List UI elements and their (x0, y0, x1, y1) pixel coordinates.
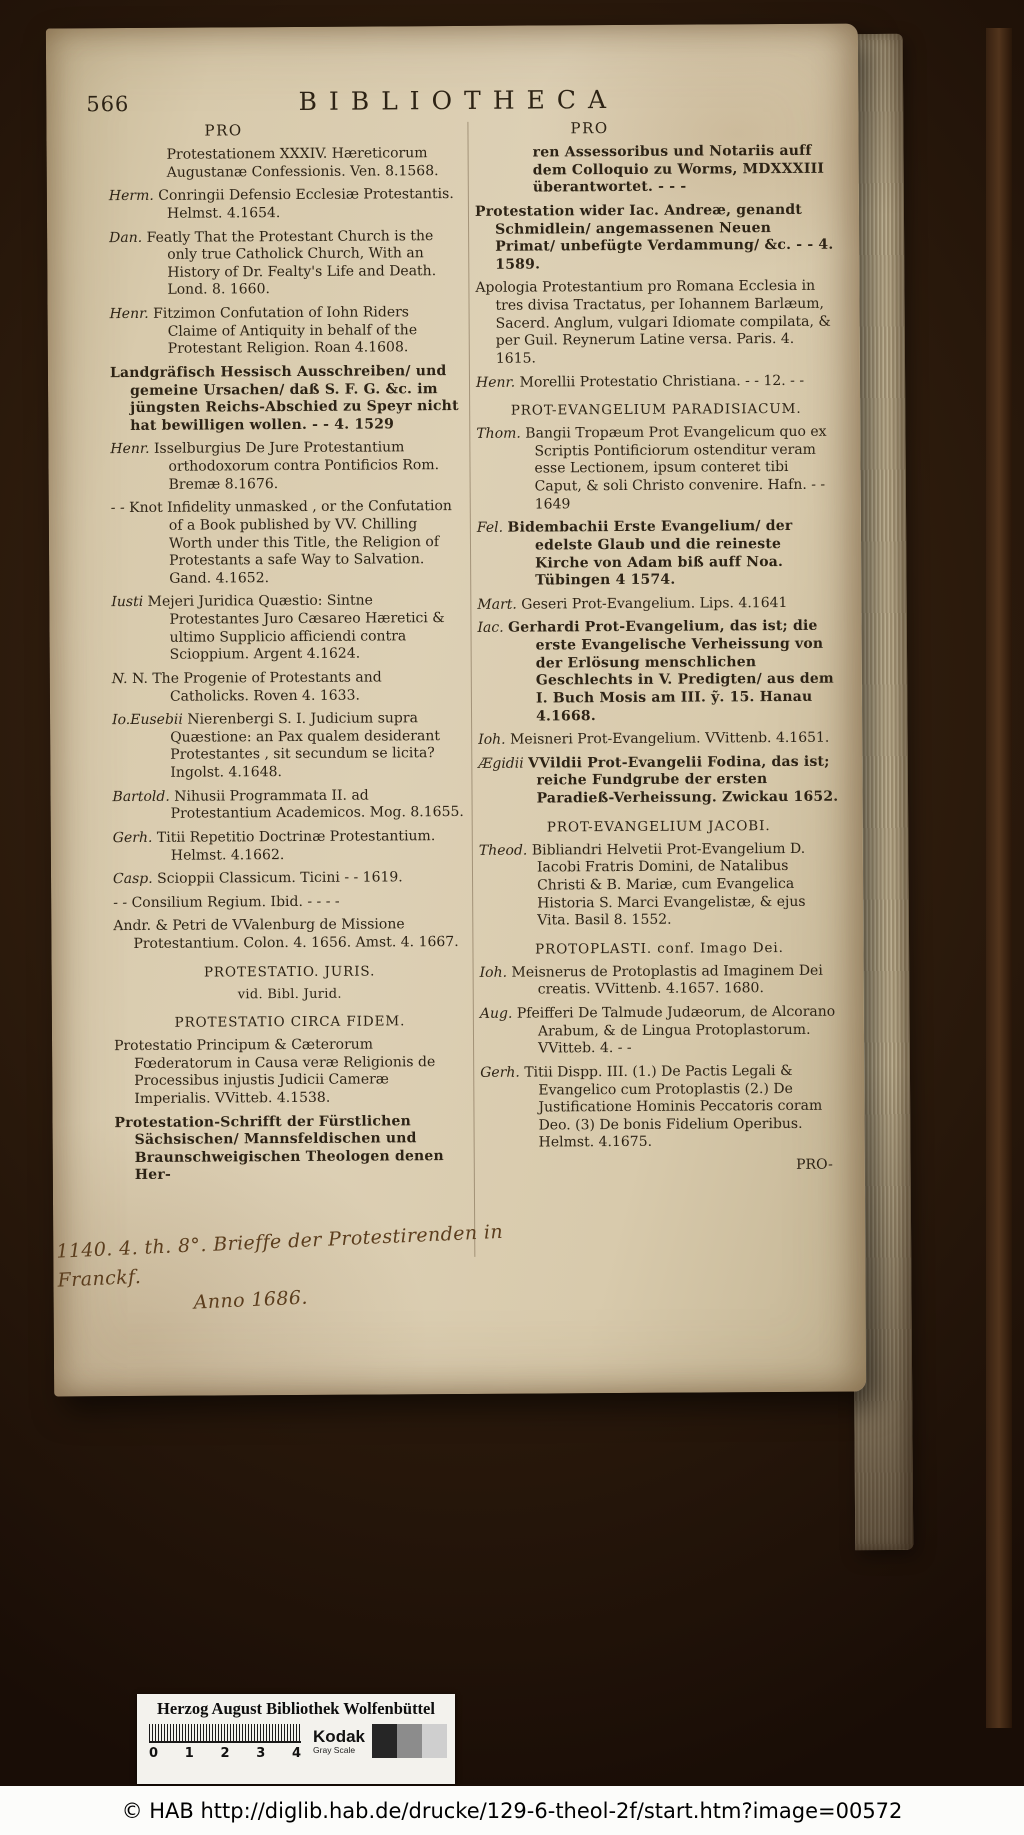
entry-text: Knot Infidelity unmasked , or the Confutation of a Book published by VV. Chilling Worth under this Title, the Religion of Protestants a safe Way to Salvation. Gand. 4.1652. (129, 498, 452, 587)
entry-text: Gerhardi Prot-Evangelium, das ist; die erste Evangelische Verheissung von der Erlösung menschlichen Geschlechts in V. Predigten/ aus dem I. Buch Mosis am III. ỹ. 15. Hanau 4.1668. (508, 618, 834, 725)
entry-author: Iusti (111, 594, 144, 611)
right-column (474, 118, 840, 1175)
entry-text: Apologia Protestantium pro Romana Ecclesia in tres divisa Tractatus, per Iohannem Barlæum, Sacerd. Anglum, vulgari Idiomate compilata, & per Guil. Reynerum Latine versa. Paris. 4. 1615. (475, 278, 831, 367)
book-page (46, 24, 866, 1397)
entry-text: Protestationem XXXIV. Hæreticorum Augustanæ Confessionis. Ven. 8.1568. (166, 145, 439, 181)
entry-text: Andr. & Petri de VValenburg de Missione Protestantium. Colon. 4. 1656. Amst. 4. 1667. (113, 916, 459, 952)
entry-text: Mejeri Juridica Quæstio: Sintne Protestantes Juro Cæsareo Hæretici & ultimo Supplicio afficiendi contra Scioppium. Argent 4.1624. (147, 592, 445, 663)
bibliography-entry (110, 439, 462, 494)
book-cover-edge (986, 28, 1012, 1728)
section-heading: PROT-EVANGELIUM PARADISIACUM. (510, 401, 802, 419)
entry-author: Thom. (476, 425, 521, 442)
ruler-number-1: 1 (184, 1746, 194, 1761)
entry-text: Landgräfisch Hessisch Ausschreiben/ und gemeine Ursachen/ daß S. F. G. &c. im jüngsten Reichs-Abschied zu Speyr nicht hat bewilligen wollen. - - 4. 1529 (109, 362, 459, 434)
entry-text: VVildii Prot-Evangelii Fodina, das ist; reiche Fundgrube der ersten Paradieß-Verheissung. Zwickau 1652. (528, 753, 839, 807)
entry-text: Isselburgius De Jure Protestantium orthodoxorum contra Pontificios Rom. Bremæ 8.1676. (153, 439, 440, 493)
ruler-number-3: 3 (256, 1746, 266, 1761)
entry-text: Titii Repetitio Doctrinæ Protestantium. Helmst. 4.1662. (156, 828, 436, 864)
entry-author: Henr. (475, 374, 516, 391)
section-heading: PROTESTATIO CIRCA FIDEM. (174, 1013, 406, 1031)
entry-text: Morellii Protestatio Christiana. - - 12. - - (519, 372, 805, 391)
gray-patch (372, 1724, 397, 1758)
entry-author: Io.Eusebii (112, 711, 183, 729)
running-title: BIBLIOTHECA (298, 84, 619, 116)
entry-text: Featly That the Protestant Church is the only true Catholick Church, With an History of Dr. Fealty's Life and Death. Lond. 8. 1660. (146, 227, 437, 299)
ruler-numbers (149, 1743, 301, 1761)
entry-author: Ægidii (478, 755, 524, 772)
bibliography-entry (476, 372, 836, 392)
ruler-number-4: 4 (291, 1746, 301, 1761)
bibliography-entry (167, 145, 461, 182)
bibliography-entry (113, 828, 465, 865)
entry-text: Nierenbergi S. I. Judicium supra Quæstione: an Pax qualem desiderant Protestantes , sit secundum se licita? Ingolst. 4.1648. (170, 710, 441, 781)
handwritten-line-2: Anno 1686. (193, 1286, 309, 1314)
entry-author: Gerh. (480, 1064, 520, 1081)
entry-text: ren Assessoribus und Notariis auff dem Colloquio zu Worms, MDXXXIII überantwortet. - - - (532, 142, 825, 196)
entry-text: Nihusii Programmata II. ad Protestantium Academicos. Mog. 8.1655. (170, 787, 464, 822)
ruler-ticks (149, 1724, 301, 1743)
entry-text: Protestation wider Iac. Andreæ, genandt Schmidlein/ angemassenen Neuen Primat/ unbefügte Verdammung/ &c. - - 4. 1589. (474, 201, 834, 273)
entry-author: Casp. (112, 870, 153, 888)
entry-author: Dan. (109, 229, 143, 246)
gray-patches (372, 1724, 447, 1758)
bibliography-entry (109, 186, 461, 223)
right-column-entries (475, 143, 841, 1153)
bibliography-entry (480, 1004, 840, 1059)
bibliography-entry (114, 1112, 466, 1185)
entry-text: Bibliandri Helvetii Prot-Evangelium D. Iacobi Fratris Domini, de Natalibus Christi & B. Mariæ, cum Evangelica Historia S. Marci Evangelistæ, & ejus Vita. Basil 8. 1552. (531, 840, 806, 929)
bibliography-entry (110, 363, 462, 436)
entry-author: - - (110, 500, 125, 517)
entry-text: Geseri Prot-Evangelium. Lips. 4.1641 (521, 594, 788, 613)
bibliography-entry (109, 227, 461, 300)
entry-author: Herm. (108, 188, 154, 205)
entry-author: Mart. (477, 596, 517, 613)
bibliography-entry (476, 424, 837, 514)
bibliography-entry (112, 787, 464, 824)
bibliography-entry (533, 143, 835, 198)
bibliography-entry (475, 202, 835, 275)
kodak-logo: Kodak (313, 1726, 365, 1746)
bibliography-entry (114, 1036, 466, 1109)
entry-text: Bidembachii Erste Evangelium/ der edelste Glaub und die reineste Kirche von Adam biß auff Noa. Tübingen 4 1574. (507, 518, 793, 589)
entry-text: Protestatio Principum & Cæterorum Fœderatorum in Causa veræ Religionis de Processibus injustis Judicii Cameræ Imperialis. VVitteb. 4.1538. (113, 1036, 436, 1107)
section-heading: vid. Bibl. Jurid. (237, 986, 342, 1002)
section-heading: PROTESTATIO. JURIS. (203, 963, 376, 981)
left-column-header: PRO (204, 121, 243, 140)
left-column-entries (109, 145, 467, 1185)
gray-patch (422, 1724, 447, 1758)
entry-author: N. (111, 670, 128, 687)
bibliography-entry (477, 618, 838, 726)
library-name-label: Herzog August Bibliothek Wolfenbüttel (157, 1699, 435, 1718)
bibliography-entry (480, 1063, 841, 1153)
bibliography-entry (113, 916, 465, 953)
handwritten-line-1: 1140. 4. th. 8°. Brieffe der Protestirenden in Franckf. (55, 1220, 504, 1292)
gray-patch (397, 1724, 422, 1758)
left-column (108, 120, 467, 1191)
entry-author: Bartold. (112, 788, 170, 805)
bibliography-entry (477, 518, 837, 591)
entry-text: Scioppii Classicum. Ticini - - 1619. (157, 869, 403, 887)
column-rule (467, 122, 475, 1257)
entry-author: Theod. (478, 842, 528, 859)
bibliography-entry (112, 710, 464, 783)
section-heading: PROT-EVANGELIUM JACOBI. (546, 817, 771, 836)
bibliography-entry (479, 840, 840, 930)
entry-text: Meisneri Prot-Evangelium. VVittenb. 4.1651. (510, 729, 830, 748)
catchword: PRO- (796, 1156, 833, 1173)
entry-author: - - (113, 894, 128, 911)
entry-text: Conringii Defensio Ecclesiæ Protestantis. Helmst. 4.1654. (158, 186, 454, 222)
bibliography-entry (480, 962, 840, 999)
entry-author: Henr. (109, 305, 149, 323)
image-caption-strip (0, 1786, 1024, 1835)
page-number: 566 (86, 91, 130, 117)
entry-author: Fel. (476, 519, 504, 537)
entry-author: Aug. (479, 1005, 513, 1022)
ruler-number-2: 2 (220, 1746, 230, 1761)
bibliography-entry (478, 730, 838, 750)
entry-author: Iac. (477, 620, 504, 637)
entry-author: Gerh. (112, 829, 153, 846)
bibliography-entry (475, 278, 836, 368)
ruler (149, 1724, 301, 1761)
entry-text: Pfeifferi De Talmude Judæorum, de Alcorano Arabum, & de Lingua Protoplastorum. VVitteb. 4. - - (516, 1003, 836, 1057)
kodak-block (313, 1724, 447, 1758)
handwritten-annotation (56, 1216, 539, 1323)
entry-text: Protestation-Schrifft der Fürstlichen Sächsischen/ Mannsfeldischen und Braunschweigischen Theologen denen Her- (114, 1112, 444, 1184)
kodak-gray-scale-bar (137, 1694, 455, 1784)
entry-text: Meisnerus de Protoplastis ad Imaginem Dei creatis. VVittenb. 4.1657. 1680. (511, 962, 823, 998)
section-heading: PROTOPLASTI. conf. Imago Dei. (535, 939, 784, 958)
entry-text: N. The Progenie of Protestants and Catholicks. Roven 4. 1633. (132, 669, 382, 705)
bibliography-entry (110, 304, 462, 359)
bibliography-entry (111, 498, 464, 588)
gray-scale-label: Gray Scale (313, 1744, 356, 1755)
entry-author: Ioh. (478, 731, 506, 748)
entry-text: Fitzimon Confutation of Iohn Riders Claime of Antiquity in behalf of the Protestant Religion. Roan 4.1608. (153, 304, 418, 358)
entry-text: Titii Dispp. III. (1.) De Pactis Legali & Evangelico cum Protoplastis (2.) De Justificatione Hominis Peccatoris coram Deo. (3) De bonis Fidelium Operibus. Helmst. 4.1675. (524, 1062, 823, 1151)
bibliography-entry (113, 869, 465, 889)
bibliography-entry (111, 592, 463, 665)
bibliography-entry (112, 669, 464, 706)
entry-author: Ioh. (479, 964, 508, 981)
bibliography-entry (478, 753, 838, 808)
bibliography-entry (477, 594, 837, 614)
right-column-header: PRO (570, 119, 609, 138)
entry-text: Consilium Regium. Ibid. - - - - (131, 893, 340, 911)
entry-author: Henr. (110, 441, 150, 458)
bibliography-entry (113, 893, 465, 913)
copyright-url: © HAB http://diglib.hab.de/drucke/129-6-theol-2f/start.htm?image=00572 (121, 1798, 903, 1823)
ruler-number-0: 0 (149, 1746, 159, 1761)
entry-text: Bangii Tropæum Prot Evangelicum quo ex Scriptis Pontificiorum ostenditur veram esse Lectionem, ipsum conteret tibi Caput, & soli Christo convenire. Hafn. - - 1649 (525, 423, 827, 513)
